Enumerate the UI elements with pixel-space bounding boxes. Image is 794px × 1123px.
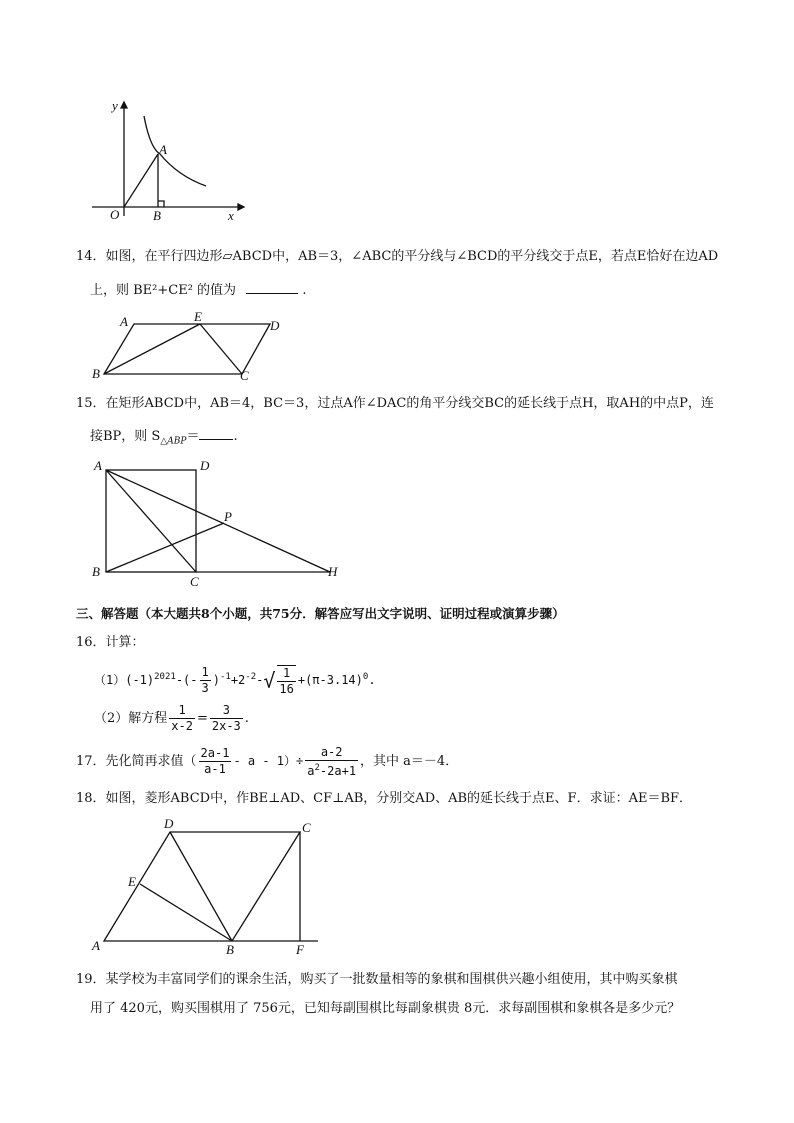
answer-blank-14[interactable] bbox=[246, 281, 298, 294]
p2-l-num: 1 bbox=[169, 703, 195, 719]
q17-pre: 17．先化简再求值（ bbox=[76, 754, 197, 769]
label-f: F bbox=[296, 942, 304, 957]
figure-q13-coordinate-plot bbox=[88, 96, 258, 226]
label-d: D bbox=[164, 816, 174, 831]
q17-f2-den-a: a bbox=[307, 763, 315, 778]
x-axis-arrow bbox=[238, 204, 244, 210]
question-15-line2-text: 接BP，则 S bbox=[90, 429, 161, 444]
figure-q15-rectangle bbox=[90, 456, 350, 588]
label-b: B bbox=[226, 942, 234, 957]
p2-equals: = bbox=[196, 711, 208, 726]
label-a: A bbox=[159, 142, 167, 157]
question-15-end: . bbox=[233, 429, 238, 444]
part1-label: （1） bbox=[94, 673, 126, 687]
label-e: E bbox=[128, 874, 136, 889]
figure-q14-parallelogram bbox=[90, 309, 290, 383]
p1-sqrt-den: 16 bbox=[279, 681, 294, 696]
p1-end: . bbox=[368, 673, 376, 687]
question-19-line2: 用了 420元，购买围棋用了 756元，已知每副围棋比每副象棋贵 8元．求每副围棋和象棋各是多少元？ bbox=[90, 1001, 681, 1016]
answer-blank-15[interactable] bbox=[199, 427, 233, 440]
question-17 bbox=[76, 744, 458, 779]
label-o: O bbox=[110, 207, 120, 222]
q17-fraction-1 bbox=[199, 746, 232, 777]
segment-oa bbox=[124, 154, 158, 207]
question-14-end: . bbox=[302, 283, 307, 298]
p1-exp: 2021 bbox=[154, 672, 176, 682]
segment-ce bbox=[200, 324, 242, 374]
label-h: H bbox=[328, 564, 338, 579]
section-3-heading: 三、解答题（本大题共8个小题，共75分．解答应写出文字说明、证明过程或演算步骤） bbox=[76, 606, 565, 621]
equals-sign: ＝ bbox=[186, 429, 200, 444]
p1-sqrt-num: 1 bbox=[277, 666, 295, 682]
label-a: A bbox=[94, 458, 102, 473]
label-e: E bbox=[194, 309, 202, 324]
label-y: y bbox=[112, 98, 118, 113]
question-14-line2-text: 上，则 BE²+CE² 的值为 bbox=[90, 283, 237, 298]
subscript-abp: △ABP bbox=[160, 436, 187, 447]
p1-close: ) bbox=[212, 673, 220, 687]
right-angle-mark bbox=[158, 201, 164, 207]
p1-minus: -(- bbox=[175, 673, 198, 687]
label-a: A bbox=[92, 938, 100, 953]
p1-base: (-1) bbox=[125, 673, 155, 687]
sqrt-symbol: √ bbox=[263, 668, 276, 693]
p2-r-num: 3 bbox=[210, 703, 243, 719]
label-d: D bbox=[200, 458, 210, 473]
question-16-part1 bbox=[94, 660, 376, 698]
p2-r-den: 2x-3 bbox=[211, 719, 241, 733]
q17-f2-num: a-2 bbox=[305, 745, 358, 761]
figure-q18-rhombus bbox=[90, 816, 330, 956]
segment-be bbox=[140, 884, 232, 941]
segment-ah bbox=[106, 470, 330, 572]
part2-label: （2）解方程 bbox=[94, 711, 168, 726]
question-15-line2 bbox=[90, 427, 238, 451]
p1-minus2: - bbox=[256, 673, 264, 687]
question-14-line2 bbox=[90, 281, 306, 300]
p1-plus: +2 bbox=[230, 673, 246, 687]
q17-mid: - a - 1）÷ bbox=[233, 754, 304, 768]
q17-f1-num: 2a-1 bbox=[200, 746, 230, 760]
label-d: D bbox=[270, 318, 280, 333]
p1-fraction bbox=[200, 665, 211, 696]
p1-pi-term: +(π-3.14) bbox=[297, 673, 363, 687]
q17-f1-den: a-1 bbox=[204, 762, 226, 776]
q17-f2-den-exp: 2 bbox=[314, 762, 320, 773]
question-19-line1: 19．某学校为丰富同学们的课余生活，购买了一批数量相等的象棋和围棋供兴趣小组使用，其中购买象棋 bbox=[76, 972, 678, 987]
p1-exp4: 0 bbox=[362, 672, 369, 682]
label-b: B bbox=[92, 564, 100, 579]
label-x: x bbox=[228, 208, 234, 223]
question-14-line1: 14．如图，在平行四边形▱ABCD中，AB＝3，∠ABC的平分线与∠BCD的平分线交于点E，若点E恰好在边AD bbox=[76, 249, 719, 264]
p2-left-fraction bbox=[169, 703, 195, 734]
label-c: C bbox=[190, 574, 199, 589]
p1-sqrt-fraction bbox=[277, 665, 295, 697]
p1-exp3: -2 bbox=[245, 672, 257, 682]
label-a: A bbox=[120, 314, 128, 329]
q17-f2-den-rest: -2a+1 bbox=[319, 763, 357, 778]
y-axis-arrow bbox=[121, 102, 127, 108]
question-16-part2 bbox=[94, 702, 249, 736]
question-16-title: 16．计算： bbox=[76, 635, 145, 650]
label-b: B bbox=[92, 366, 100, 381]
q17-post: ，其中 a＝－4． bbox=[360, 754, 459, 769]
label-c: C bbox=[302, 820, 311, 835]
label-c: C bbox=[240, 368, 249, 383]
question-18: 18．如图，菱形ABCD中，作BE⊥AD、CF⊥AB，分别交AD、AB的延长线于点E、F．求证：AE＝BF． bbox=[76, 791, 693, 806]
label-p: P bbox=[224, 509, 232, 524]
segment-bp bbox=[106, 523, 224, 572]
p2-end: . bbox=[244, 711, 249, 726]
label-b: B bbox=[153, 208, 161, 223]
p1-exp2: -1 bbox=[219, 672, 231, 682]
p1-frac-num: 1 bbox=[201, 665, 209, 679]
hyperbola-curve bbox=[144, 116, 206, 186]
p2-right-fraction bbox=[210, 703, 243, 734]
segment-bd bbox=[170, 832, 232, 941]
q17-fraction-2 bbox=[305, 745, 358, 779]
segment-ac bbox=[106, 470, 196, 572]
q17-f2-den bbox=[305, 761, 358, 779]
question-15-line1: 15．在矩形ABCD中，AB＝4，BC＝3，过点A作∠DAC的角平分线交BC的延长线于点H，取AH的中点P，连 bbox=[76, 396, 714, 411]
p2-l-den: x-2 bbox=[171, 719, 193, 733]
p1-frac-den: 3 bbox=[201, 681, 209, 695]
